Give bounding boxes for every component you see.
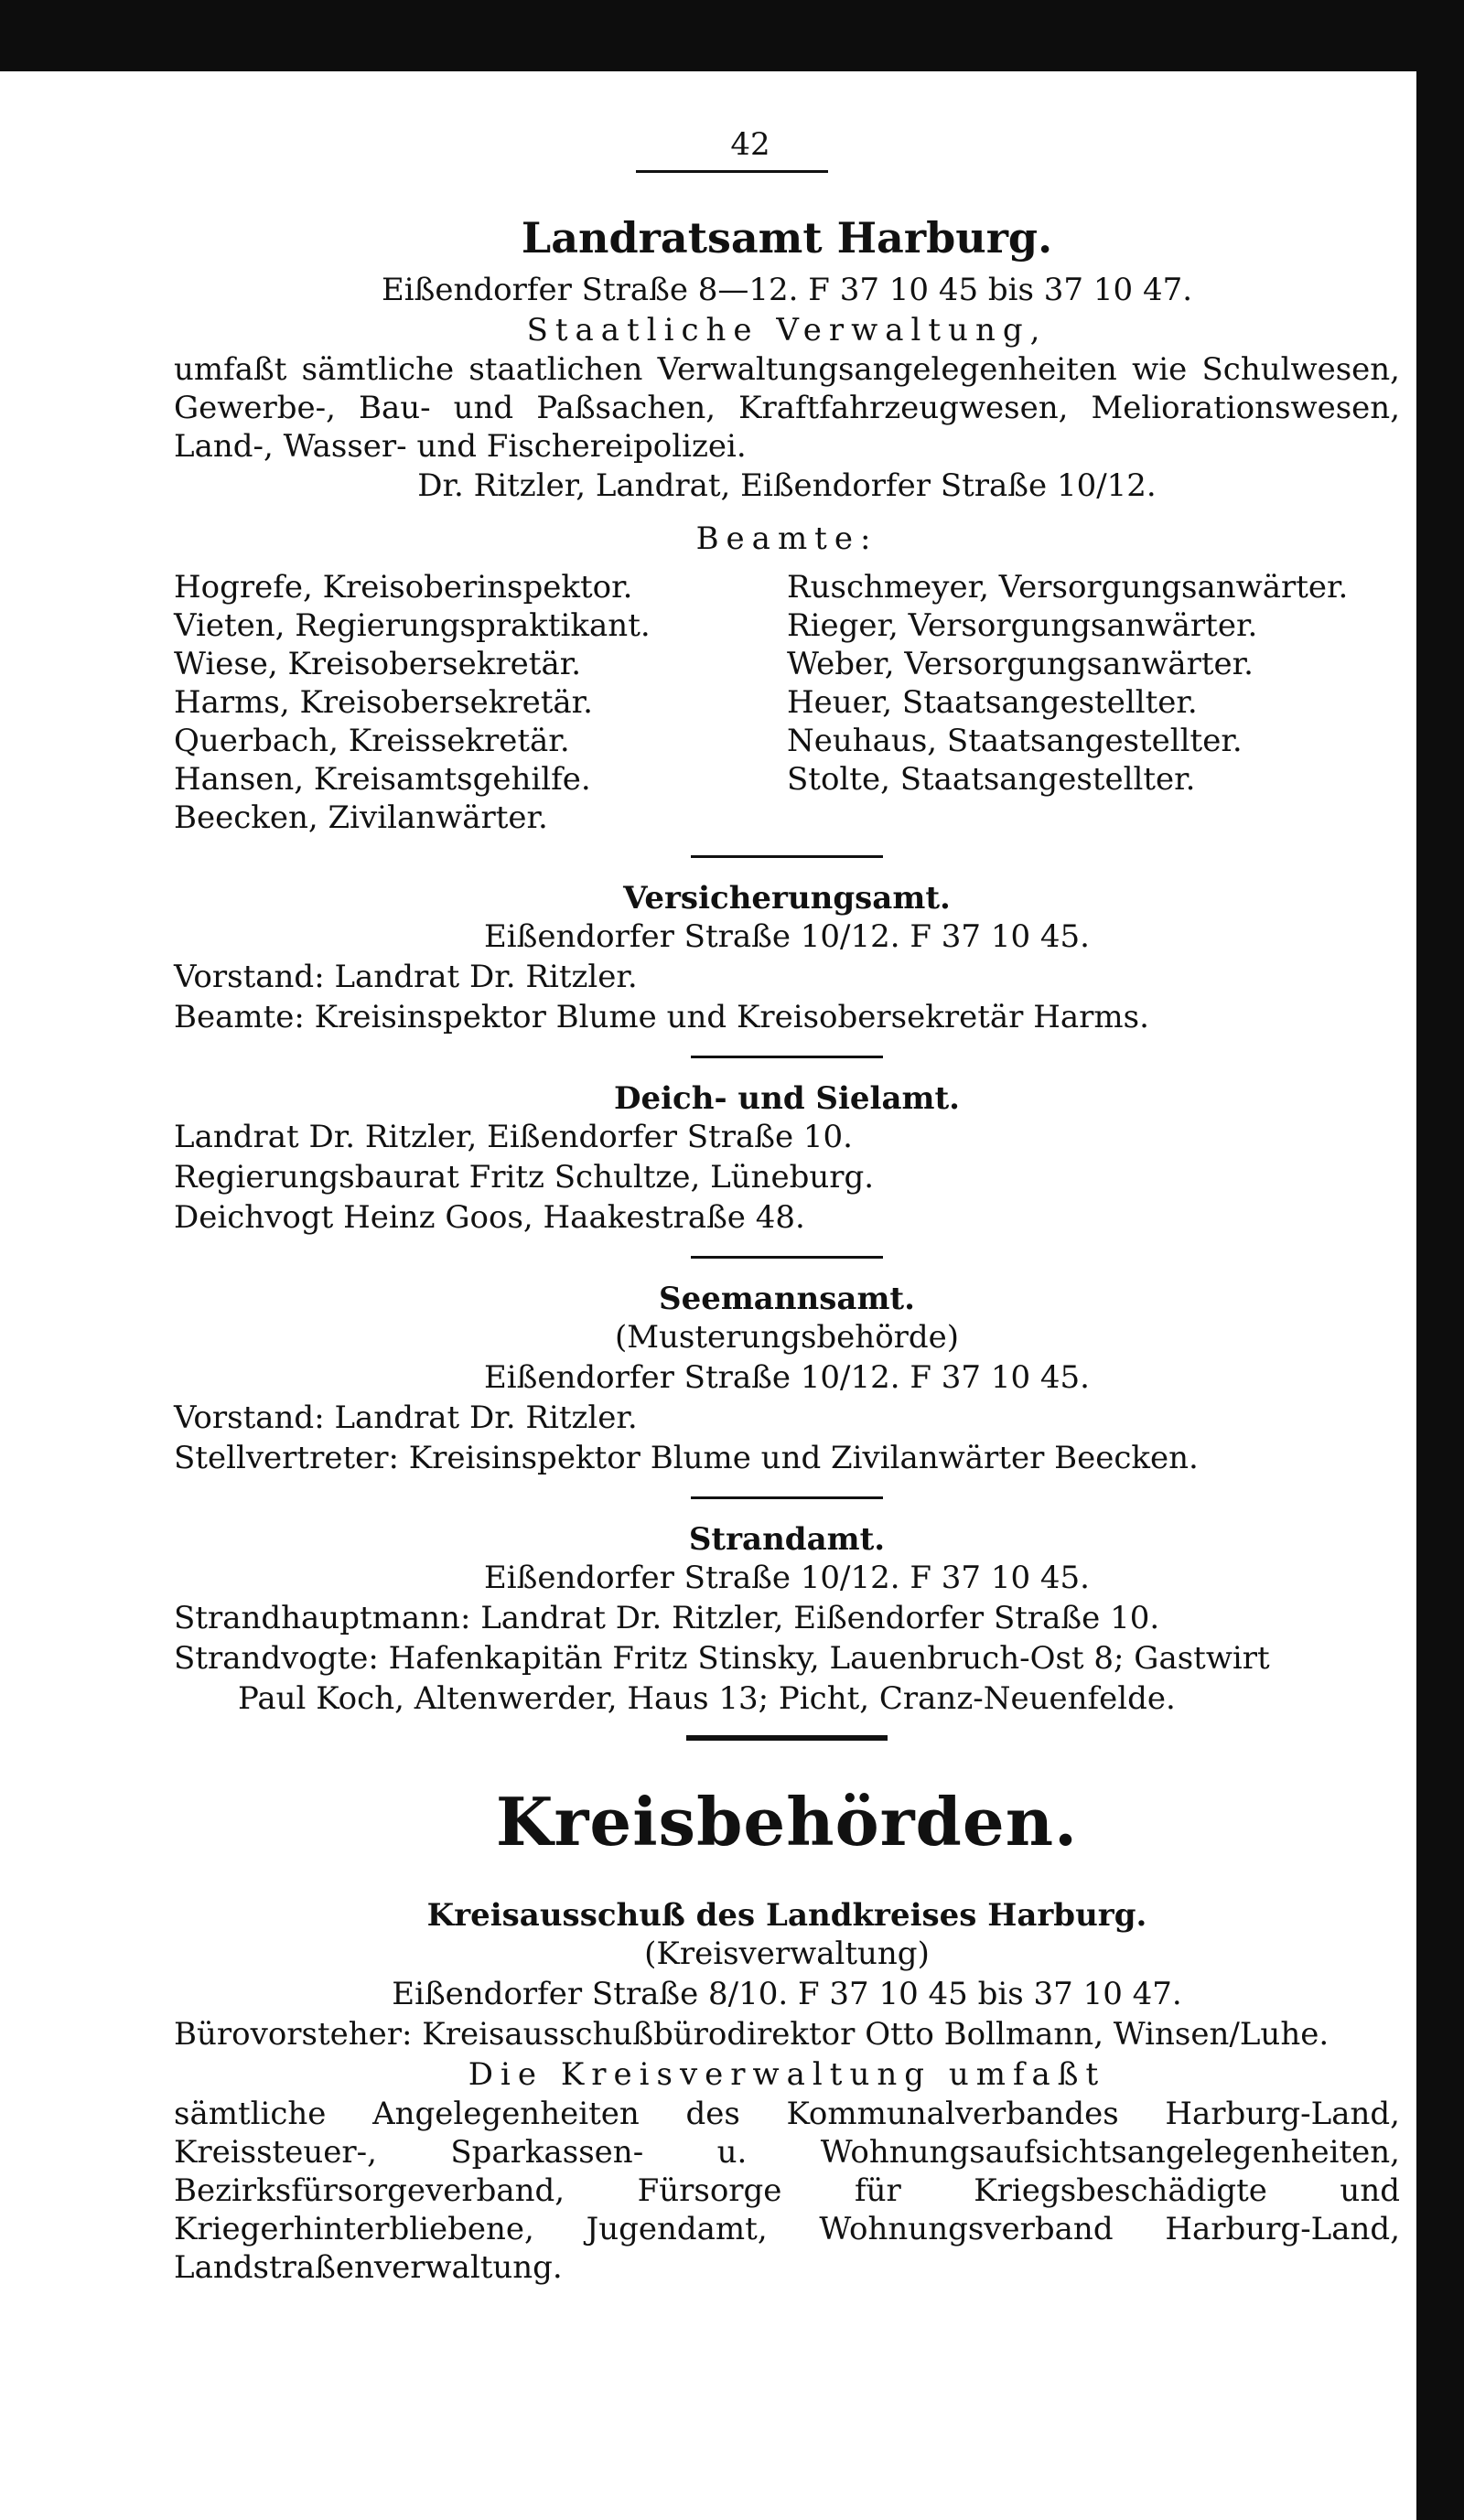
deichamt-line: Regierungsbaurat Fritz Schultze, Lüneburg. [174,1159,875,1196]
versicherungsamt-line: Beamte: Kreisinspektor Blume und Kreisobersekretär Harms. [174,999,1149,1035]
kreisausschuss-office: Bürovorsteher: Kreisausschußbürodirektor Otto Bollmann, Winsen/Luhe. [174,2016,1329,2053]
page-content [174,126,1400,2287]
scan-edge-right [1416,0,1464,2520]
staff-entry: Hansen, Kreisamtsgehilfe. [174,761,591,798]
staff-entry: Weber, Versorgungsanwärter. [787,646,1254,682]
kreisverwaltung-scope-heading: Die Kreisverwaltung umfaßt [468,2056,1106,2093]
deichamt-title: Deich- und Sielamt. [613,1080,961,1117]
kreisausschuss-subtitle: (Kreisverwaltung) [644,1936,930,1972]
staff-entry: Wiese, Kreisobersekretär. [174,646,582,682]
kreisausschuss-title: Kreisausschuß des Landkreises Harburg. [426,1897,1147,1934]
staff-left-column [174,568,787,837]
page-number-rule [636,170,828,173]
section-divider [691,1496,883,1499]
kreisbehoerden-title: Kreisbehörden. [495,1783,1079,1861]
major-divider [686,1735,888,1741]
versicherungsamt-line: Vorstand: Landrat Dr. Ritzler. [174,959,638,995]
staff-entry: Beecken, Zivilanwärter. [174,799,548,836]
scan-edge-top [0,0,1464,71]
strandamt-title: Strandamt. [688,1521,886,1558]
landratsamt-subtitle: Staatliche Verwaltung, [526,312,1048,349]
strandamt-line: Strandhauptmann: Landrat Dr. Ritzler, Eißendorfer Straße 10. [174,1600,1160,1636]
staff-entry: Heuer, Staatsangestellter. [787,684,1198,721]
staff-entry: Stolte, Staatsangestellter. [787,761,1196,798]
seemannsamt-title: Seemannsamt. [659,1281,915,1317]
section-divider [691,855,883,858]
section-divider [691,1056,883,1058]
landratsamt-scope: umfaßt sämtliche staatlichen Verwaltungsangelegenheiten wie Schulwesen, Gewerbe-, Bau- und Paßsachen, Kraftfahrzeugwesen, Meliorationswesen, Land-, Wasser- und Fischereipolizei. [174,351,1400,465]
seemannsamt-subtitle: (Musterungsbehörde) [614,1319,960,1356]
kreisausschuss-address: Eißendorfer Straße 8/10. F 37 10 45 bis 37 10 47. [392,1976,1182,2012]
deichamt-line: Deichvogt Heinz Goos, Haakestraße 48. [174,1199,805,1236]
staff-entry: Neuhaus, Staatsangestellter. [787,723,1243,759]
staff-entry: Vieten, Regierungspraktikant. [174,607,651,644]
book-page [0,71,1416,2520]
section-divider [691,1256,883,1259]
staff-entry: Ruschmeyer, Versorgungsanwärter. [787,569,1349,606]
landratsamt-address: Eißendorfer Straße 8—12. F 37 10 45 bis 37 10 47. [381,272,1193,308]
staff-entry: Hogrefe, Kreisoberinspektor. [174,569,633,606]
landratsamt-head: Dr. Ritzler, Landrat, Eißendorfer Straße 10/12. [417,467,1157,504]
strandamt-address: Eißendorfer Straße 10/12. F 37 10 45. [483,1560,1090,1596]
staff-heading: Beamte: [695,520,878,557]
versicherungsamt-title: Versicherungsamt. [623,880,951,917]
staff-columns [174,568,1400,837]
seemannsamt-address: Eißendorfer Straße 10/12. F 37 10 45. [483,1359,1090,1396]
versicherungsamt-address: Eißendorfer Straße 10/12. F 37 10 45. [483,918,1090,955]
strandamt-line: Paul Koch, Altenwerder, Haus 13; Picht, Cranz-Neuenfelde. [238,1680,1176,1717]
staff-right-column [787,568,1400,837]
kreisverwaltung-scope: sämtliche Angelegenheiten des Kommunalverbandes Harburg-Land, Kreissteuer-, Sparkassen- u. Wohnungsaufsichtsangelegenheiten, Bezirksfürsorgeverband, Fürsorge für Kriegsbeschädigte und Kriegerhinterbliebene, Jugendamt, Wohnungsverband Harburg-Land, Landstraßenverwaltung. [174,2096,1400,2286]
staff-entry: Harms, Kreisobersekretär. [174,684,593,721]
staff-entry: Rieger, Versorgungsanwärter. [787,607,1258,644]
page-number: 42 [730,126,770,163]
seemannsamt-line: Vorstand: Landrat Dr. Ritzler. [174,1399,638,1436]
strandamt-line: Strandvogte: Hafenkapitän Fritz Stinsky, Lauenbruch-Ost 8; Gastwirt [174,1640,1270,1677]
landratsamt-title: Landratsamt Harburg. [521,213,1053,263]
deichamt-line: Landrat Dr. Ritzler, Eißendorfer Straße 10. [174,1119,853,1155]
seemannsamt-line: Stellvertreter: Kreisinspektor Blume und Zivilanwärter Beecken. [174,1440,1199,1476]
staff-entry: Querbach, Kreissekretär. [174,723,570,759]
